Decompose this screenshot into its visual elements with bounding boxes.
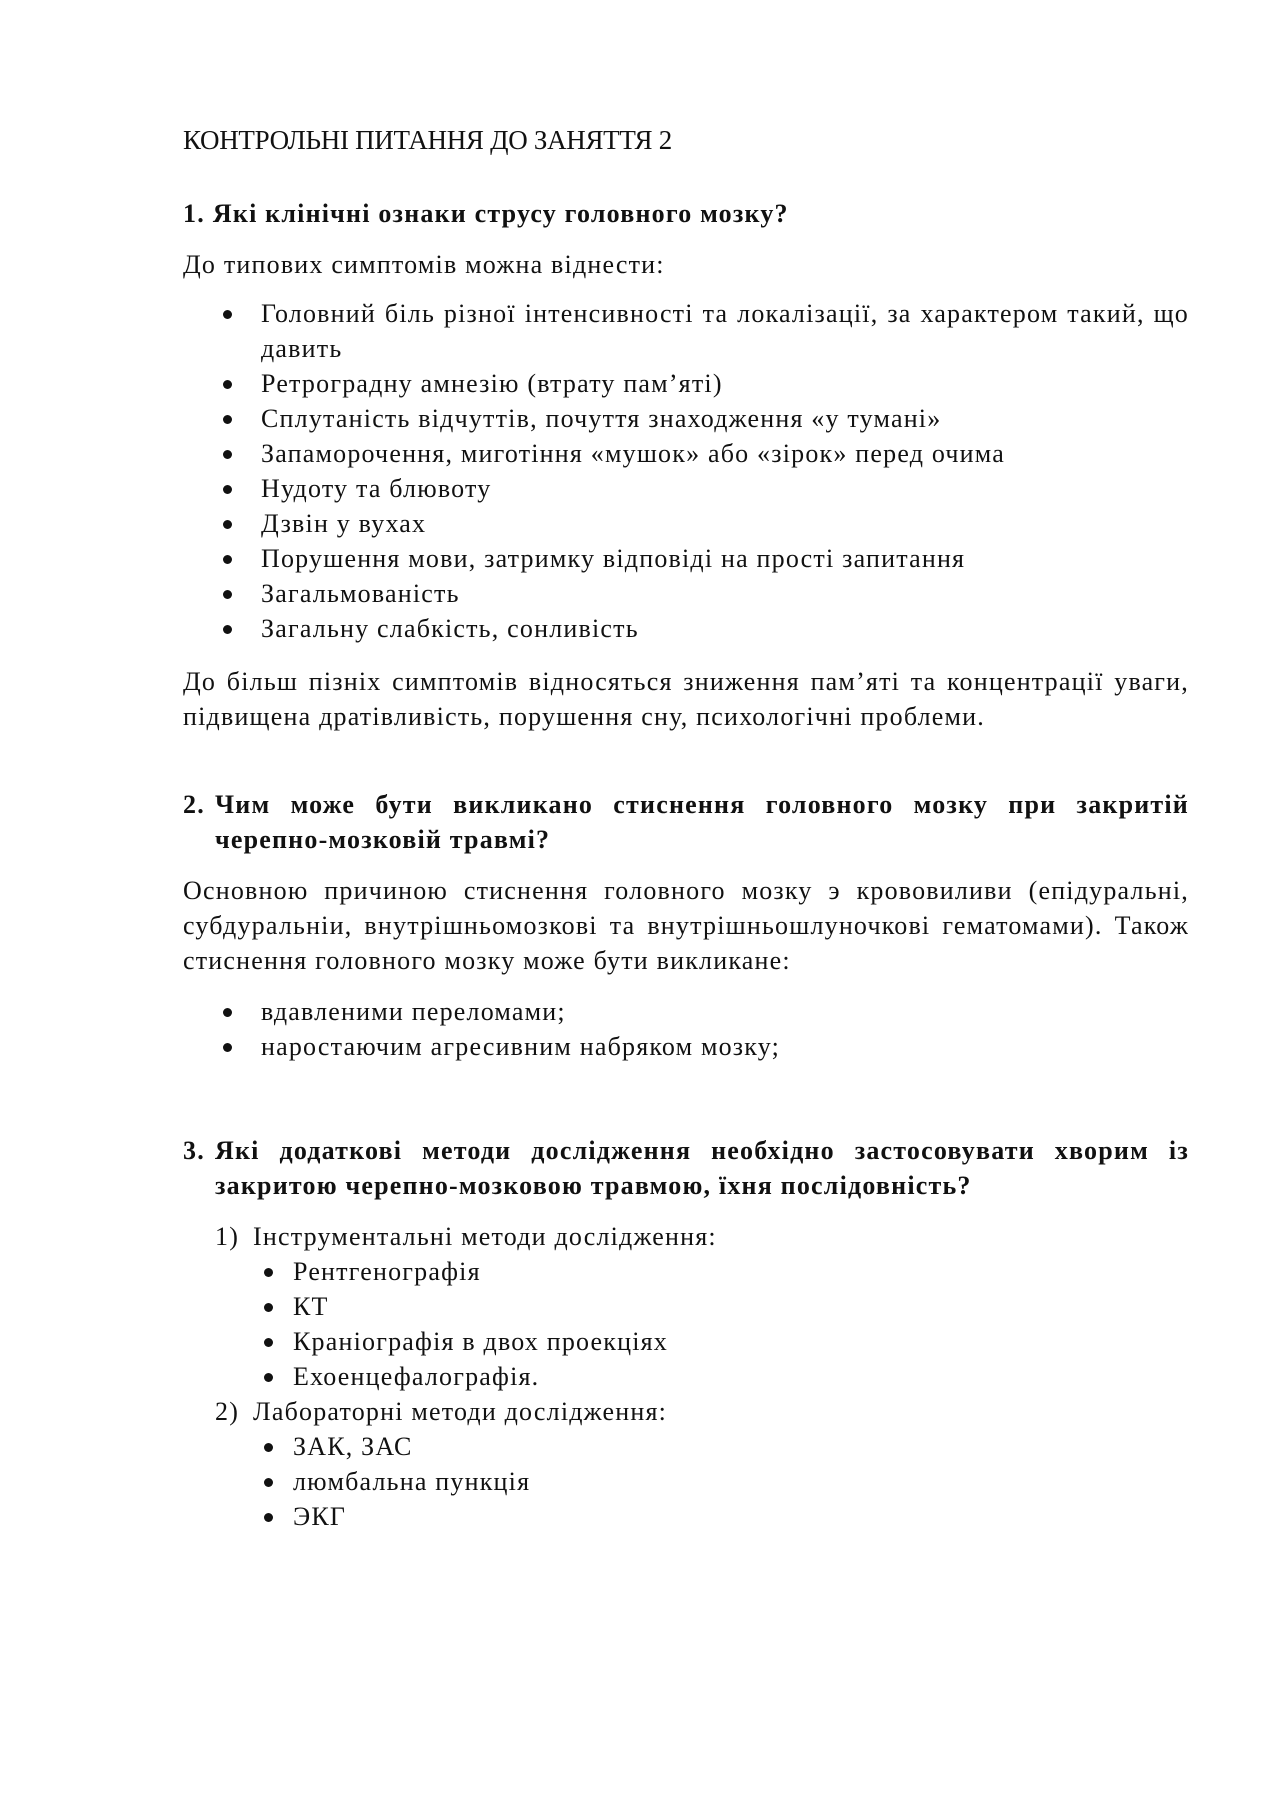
list-item: Сплутаність відчуттів, почуття знаходження «у тумані»: [261, 401, 1189, 436]
question-3: [183, 1133, 1189, 1534]
question-3-number: 3.: [183, 1136, 205, 1165]
list-item: Краніографія в двох проекціях: [293, 1324, 1189, 1359]
instrumental-method-list: [215, 1254, 1189, 1394]
list-item: Запаморочення, миготіння «мушок» або «зірок» перед очима: [261, 436, 1189, 471]
method-group-heading: [215, 1219, 1189, 1254]
list-item: Порушення мови, затримку відповіді на прості запитання: [261, 541, 1189, 576]
method-group-instrumental: [215, 1219, 1189, 1394]
list-item: наростаючим агресивним набряком мозку;: [261, 1029, 1189, 1064]
method-group-number: 1): [215, 1222, 240, 1251]
question-1: [183, 196, 1189, 734]
list-item: Загальмованість: [261, 576, 1189, 611]
document-title: КОНТРОЛЬНІ ПИТАННЯ ДО ЗАНЯТТЯ 2: [183, 125, 672, 155]
method-group-laboratory: [215, 1394, 1189, 1534]
list-item: КТ: [293, 1289, 1189, 1324]
question-3-heading: [183, 1133, 1189, 1203]
question-3-method-groups: [183, 1219, 1189, 1534]
list-item: Рентгенографія: [293, 1254, 1189, 1289]
list-item: Нудоту та блювоту: [261, 471, 1189, 506]
question-1-intro: До типових симптомів можна віднести:: [183, 250, 665, 279]
question-2: [183, 787, 1189, 1064]
list-item: Загальну слабкість, сонливість: [261, 611, 1189, 646]
list-item: ЗАК, ЗАС: [293, 1429, 1189, 1464]
question-2-cause-list: [183, 994, 1189, 1064]
document-content: [183, 122, 1189, 1534]
list-item: люмбальна пункція: [293, 1464, 1189, 1499]
list-item: вдавленими переломами;: [261, 994, 1189, 1029]
question-2-heading: [183, 787, 1189, 857]
list-item: Ехоенцефалографія.: [293, 1359, 1189, 1394]
list-item: Дзвін у вухах: [261, 506, 1189, 541]
method-group-number: 2): [215, 1397, 240, 1426]
method-group-label: Лабораторні методи дослідження:: [253, 1397, 668, 1426]
question-1-heading: [183, 196, 1189, 231]
method-group-heading: [215, 1394, 1189, 1429]
question-1-text: Які клінічні ознаки струсу головного мозку?: [212, 199, 789, 228]
question-2-number: 2.: [183, 790, 205, 819]
method-group-label: Інструментальні методи дослідження:: [253, 1222, 717, 1251]
question-2-text: Чим може бути викликано стиснення головного мозку при закритій черепно-мозковій травмі?: [215, 790, 1189, 854]
list-item: Головний біль різної інтенсивності та локалізації, за характером такий, що давить: [261, 296, 1189, 366]
laboratory-method-list: [215, 1429, 1189, 1534]
question-1-outro: До більш пізніх симптомів відносяться зниження пам’яті та концентрації уваги, підвищена дратівливість, порушення сну, психологічні проблеми.: [183, 667, 1189, 731]
question-3-text: Які додаткові методи дослідження необхідно застосовувати хворим із закритою черепно-мозковою травмою, їхня послідовність?: [215, 1136, 1189, 1200]
list-item: Ретроградну амнезію (втрату пам’яті): [261, 366, 1189, 401]
list-item: ЭКГ: [293, 1499, 1189, 1534]
question-1-symptom-list: [183, 296, 1189, 646]
question-2-paragraph: Основною причиною стиснення головного мозку э крововиливи (епідуральні, субдуральніи, внутрішньомозкові та внутрішньошлуночкові гематомами). Також стиснення головного мозку може бути викликане:: [183, 876, 1189, 975]
question-1-number: 1.: [183, 199, 205, 228]
